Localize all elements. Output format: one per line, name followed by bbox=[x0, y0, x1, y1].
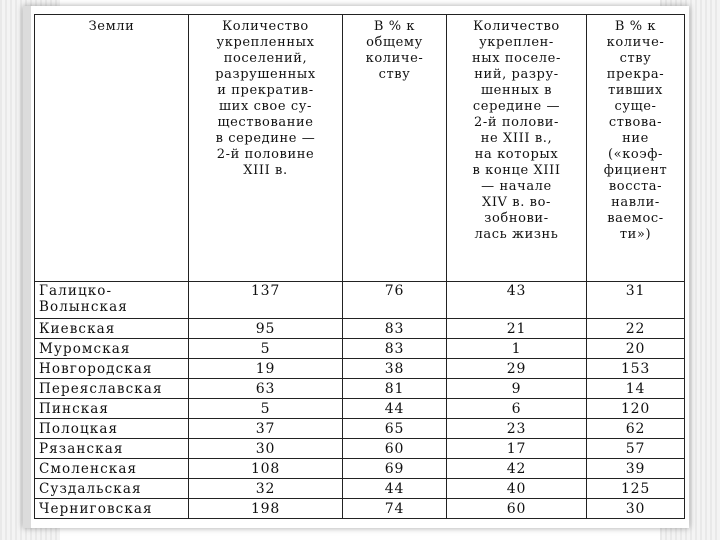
land-name-cell: Киевская bbox=[35, 319, 189, 339]
destroyed-count-cell: 5 bbox=[189, 339, 343, 359]
restoration-coefficient-cell: 14 bbox=[587, 379, 685, 399]
restored-count-cell: 29 bbox=[447, 359, 587, 379]
destroyed-count-cell: 137 bbox=[189, 282, 343, 319]
destroyed-count-cell: 108 bbox=[189, 459, 343, 479]
land-name-cell: Черниговская bbox=[35, 499, 189, 519]
destroyed-percent-cell: 60 bbox=[343, 439, 447, 459]
restored-count-cell: 60 bbox=[447, 499, 587, 519]
table-row bbox=[35, 479, 685, 499]
land-name-cell: Смоленская bbox=[35, 459, 189, 479]
land-name-cell: Пинская bbox=[35, 399, 189, 419]
restored-count-cell: 6 bbox=[447, 399, 587, 419]
table-row bbox=[35, 379, 685, 399]
destroyed-percent-cell: 38 bbox=[343, 359, 447, 379]
restoration-coefficient-cell: 30 bbox=[587, 499, 685, 519]
table-row bbox=[35, 439, 685, 459]
table-row bbox=[35, 399, 685, 419]
restored-count-cell: 40 bbox=[447, 479, 587, 499]
destroyed-percent-cell: 83 bbox=[343, 339, 447, 359]
destroyed-count-cell: 37 bbox=[189, 419, 343, 439]
restoration-coefficient-cell: 39 bbox=[587, 459, 685, 479]
destroyed-percent-cell: 69 bbox=[343, 459, 447, 479]
table-row bbox=[35, 319, 685, 339]
restoration-coefficient-cell: 62 bbox=[587, 419, 685, 439]
restored-count-cell: 21 bbox=[447, 319, 587, 339]
restored-count-cell: 43 bbox=[447, 282, 587, 319]
table-row bbox=[35, 339, 685, 359]
table-body bbox=[35, 282, 685, 519]
destroyed-count-cell: 63 bbox=[189, 379, 343, 399]
restored-count-cell: 17 bbox=[447, 439, 587, 459]
table-row bbox=[35, 459, 685, 479]
destroyed-count-cell: 95 bbox=[189, 319, 343, 339]
destroyed-percent-cell: 65 bbox=[343, 419, 447, 439]
land-name-cell: Полоцкая bbox=[35, 419, 189, 439]
destroyed-count-cell: 32 bbox=[189, 479, 343, 499]
destroyed-percent-cell: 44 bbox=[343, 479, 447, 499]
table-row bbox=[35, 359, 685, 379]
header-lands: Земли bbox=[35, 15, 189, 282]
land-name-cell: Муромская bbox=[35, 339, 189, 359]
restoration-coefficient-cell: 22 bbox=[587, 319, 685, 339]
land-name-cell: Переяславская bbox=[35, 379, 189, 399]
sheet-left-bar bbox=[23, 6, 31, 528]
destroyed-percent-cell: 44 bbox=[343, 399, 447, 419]
restoration-coefficient-cell: 57 bbox=[587, 439, 685, 459]
destroyed-count-cell: 198 bbox=[189, 499, 343, 519]
restoration-coefficient-cell: 125 bbox=[587, 479, 685, 499]
header-destroyed-count: Количество укрепленных поселений, разрушенных и прекратив- ших свое су- ществование в середине — 2-й половине XIII в. bbox=[189, 15, 343, 282]
destroyed-percent-cell: 81 bbox=[343, 379, 447, 399]
restored-count-cell: 9 bbox=[447, 379, 587, 399]
destroyed-percent-cell: 83 bbox=[343, 319, 447, 339]
restored-count-cell: 1 bbox=[447, 339, 587, 359]
statistics-table bbox=[34, 14, 685, 519]
destroyed-count-cell: 30 bbox=[189, 439, 343, 459]
restoration-coefficient-cell: 31 bbox=[587, 282, 685, 319]
destroyed-count-cell: 5 bbox=[189, 399, 343, 419]
table-row bbox=[35, 499, 685, 519]
land-name-cell: Суздальская bbox=[35, 479, 189, 499]
header-destroyed-percent: В % к общему количе- ству bbox=[343, 15, 447, 282]
table-row bbox=[35, 419, 685, 439]
destroyed-percent-cell: 74 bbox=[343, 499, 447, 519]
header-restoration-coefficient: В % к количе- ству прекра- тивших суще- ствова- ние («коэф- фициент восста- навли- ваемос- ти») bbox=[587, 15, 685, 282]
restored-count-cell: 23 bbox=[447, 419, 587, 439]
table-header-row bbox=[35, 15, 685, 282]
restoration-coefficient-cell: 153 bbox=[587, 359, 685, 379]
land-name-cell: Новгородская bbox=[35, 359, 189, 379]
restored-count-cell: 42 bbox=[447, 459, 587, 479]
table-row bbox=[35, 282, 685, 319]
header-restored-count: Количество укреплен- ных поселе- ний, разру- шенных в середине — 2-й полови- не XIII в., на которых в конце XIII — начале XIV в. во- зобнови- лась жизнь bbox=[447, 15, 587, 282]
restoration-coefficient-cell: 20 bbox=[587, 339, 685, 359]
restoration-coefficient-cell: 120 bbox=[587, 399, 685, 419]
destroyed-count-cell: 19 bbox=[189, 359, 343, 379]
land-name-cell: Галицко- Волынская bbox=[35, 282, 189, 319]
destroyed-percent-cell: 76 bbox=[343, 282, 447, 319]
land-name-cell: Рязанская bbox=[35, 439, 189, 459]
